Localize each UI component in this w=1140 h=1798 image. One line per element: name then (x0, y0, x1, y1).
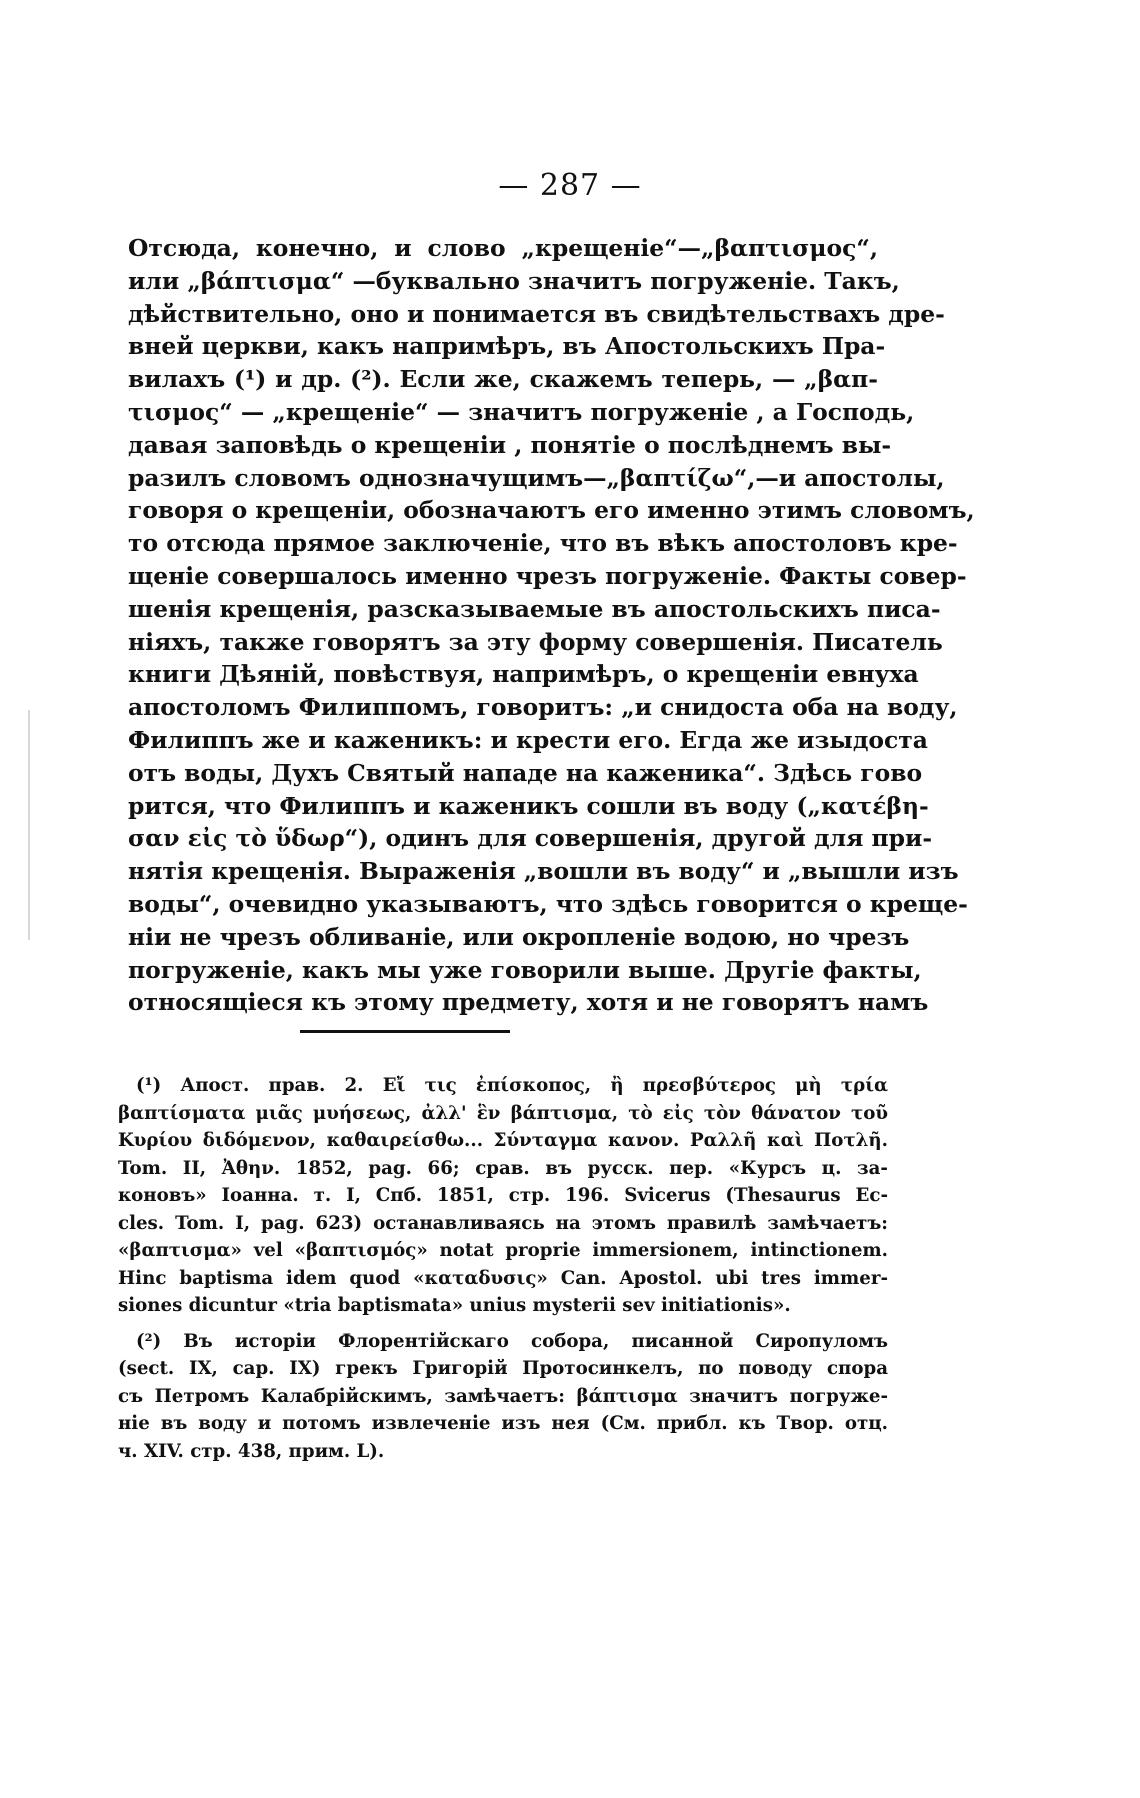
footnote-line: cles. Tom. I, pag. 623) останавливаясь на этомъ правилѣ замѣчаетъ: (118, 1212, 888, 1234)
footnote-line: Tom. II, Ἀθην. 1852, pag. 66; срав. въ русск. пер. «Курсъ ц. за- (118, 1157, 888, 1179)
scan-edge-mark (28, 710, 30, 940)
text-line: разилъ словомъ однозначущимъ—„βαπτίζω“,—и апостолы, (128, 463, 945, 492)
footnote-divider (300, 1030, 510, 1033)
footnote-line: Κυρίου διδόμενον, καθαιρείσθω... Σύνταγμα κανον. Ραλλῆ καὶ Ποτλῆ. (118, 1130, 888, 1151)
text-line: ніяхъ, также говорятъ за эту форму совершенія. Писатель (128, 627, 943, 656)
text-line: то отсюда прямое заключеніе, что въ вѣкъ апостоловъ кре- (128, 529, 958, 558)
footnote-2 (118, 1328, 888, 1466)
text-line: рится, что Филиппъ и каженикъ сошли въ воду („κατέβη- (128, 791, 929, 820)
footnotes (118, 1072, 888, 1473)
text-line: погруженіе, какъ мы уже говорили выше. Другіе факты, (128, 955, 922, 984)
text-line: Отсюда, конечно, и слово „крещеніе“—„βαπτισμος“, (128, 234, 878, 262)
text-line: ніи не чрезъ обливаніе, или окропленіе водою, но чрезъ (128, 922, 910, 951)
text-line: дѣйствительно, оно и понимается въ свидѣтельствахъ дре- (128, 299, 945, 328)
text-line: вней церкви, какъ напримѣръ, въ Апостольскихъ Пра- (128, 332, 886, 361)
footnote-line: (sect. IX, cap. IX) грекъ Григорій Протосинкелъ, по поводу спора (118, 1358, 888, 1379)
main-text (128, 232, 975, 1019)
text-line: шенія крещенія, разсказываемые въ апостольскихъ писа- (128, 594, 941, 623)
text-line: относящіеся къ этому предмету, хотя и не говорятъ намъ (128, 988, 929, 1017)
footnote-line: (¹) Апост. прав. 2. Εἴ τις ἐπίσκοπος, ἢ πρεσβύτερος μὴ τρία (136, 1075, 888, 1096)
footnote-line: коновъ» Іоанна. т. I, Спб. 1851, стр. 196. Svicerus (Thesaurus Ec- (118, 1185, 888, 1206)
footnote-line: ч. XIV. стр. 438, прим. L). (118, 1440, 385, 1462)
footnote-line: съ Петромъ Калабрійскимъ, замѣчаетъ: βάπτισμα значитъ погруже- (118, 1385, 888, 1407)
footnote-line: βαπτίσματα μιᾶς μυήσεως, ἀλλ' ἓν βάπτισμα, τὸ εἰς τὸν θάνατον τοῦ (118, 1102, 888, 1124)
text-line: Филиппъ же и каженикъ: и крести его. Егда же изыдоста (128, 725, 928, 754)
text-line: апостоломъ Филиппомъ, говоритъ: „и снидоста оба на воду, (128, 693, 958, 722)
text-line: отъ воды, Духъ Святый нападе на каженика“. Здѣсь гово (128, 758, 923, 787)
text-line: нятія крещенія. Выраженія „вошли въ воду“ и „вышли изъ (128, 857, 959, 886)
text-line: или „βάπτισμα“ —буквально значитъ погруженіе. Такъ, (128, 266, 900, 295)
footnote-line: siones dicuntur «tria baptismata» unius mysterii sev initiationis». (118, 1295, 791, 1316)
text-line: воды“, очевидно указываютъ, что здѣсь говорится о креще- (128, 889, 968, 918)
footnote-line: «βαπτισμα» vel «βαπτισμός» notat proprie immersionem, intinctionem. (118, 1240, 888, 1261)
text-line: σαν εἰς τὸ ὕδωρ“), одинъ для совершенія, другой для при- (128, 824, 933, 853)
text-line: давая заповѣдь о крещеніи , понятіе о послѣднемъ вы- (128, 430, 892, 459)
footnote-line: ніе въ воду и потомъ извлеченіе изъ нея (См. прибл. къ Твор. отц. (118, 1413, 888, 1434)
text-line: говоря о крещеніи, обозначаютъ его именно этимъ словомъ, (128, 496, 975, 525)
footnote-line: (²) Въ исторіи Флорентійскаго собора, писанной Сиропуломъ (136, 1330, 888, 1352)
text-line: книги Дѣяній, повѣствуя, напримѣръ, о крещеніи евнуха (128, 660, 919, 689)
page-number: — 287 — (498, 168, 642, 203)
footnote-line: Hinc baptisma idem quod «καταδυσις» Can. Apostol. ubi tres immer- (118, 1267, 888, 1289)
text-line: щеніе совершалось именно чрезъ погруженіе. Факты совер- (128, 561, 967, 590)
footnote-1 (118, 1072, 888, 1320)
text-line: τισμος“ — „крещеніе“ — значитъ погруженіе , а Господь, (128, 397, 915, 426)
text-line: вилахъ (¹) и др. (²). Если же, скажемъ теперь, — „βαπ- (128, 365, 878, 394)
